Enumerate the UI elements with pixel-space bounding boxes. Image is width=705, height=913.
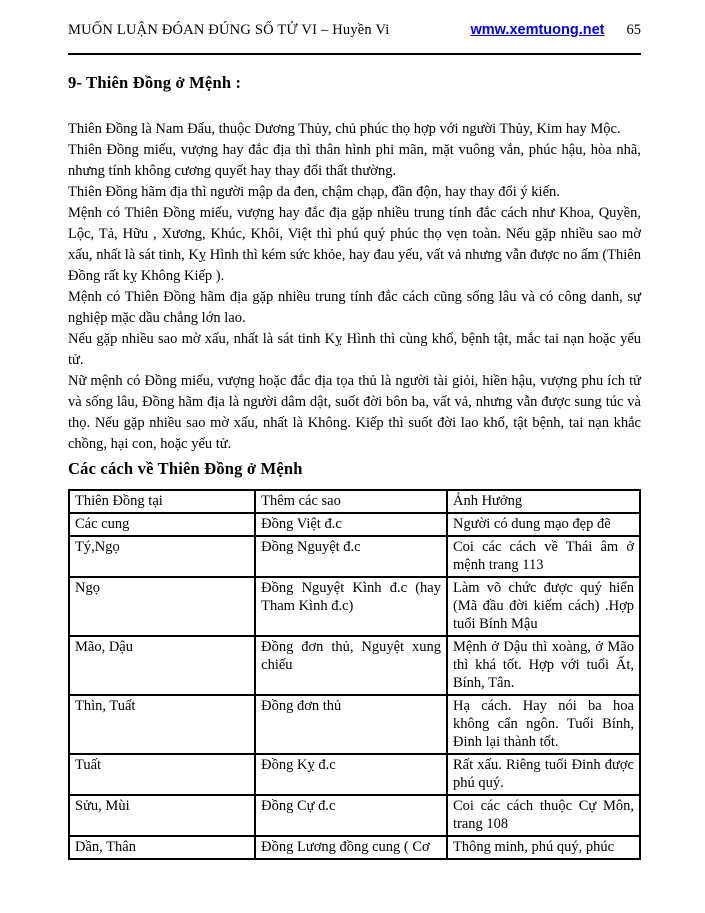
table-header-cell: Thêm các sao bbox=[255, 490, 447, 513]
table-cell: Tuất bbox=[69, 754, 255, 795]
table-header-cell: Thiên Đồng tại bbox=[69, 490, 255, 513]
table-cell: Sửu, Mùi bbox=[69, 795, 255, 836]
header-right bbox=[471, 22, 642, 39]
table-header-cell: Ảnh Hưởng bbox=[447, 490, 640, 513]
table-cell: Coi các cách về Thái âm ở mệnh trang 113 bbox=[447, 536, 640, 577]
table-cell: Đồng Lương đồng cung ( Cơ bbox=[255, 836, 447, 859]
table-row bbox=[69, 636, 640, 695]
table-cell: Người có dung mạo đẹp đẽ bbox=[447, 513, 640, 536]
table-row bbox=[69, 754, 640, 795]
table-cell: Thìn, Tuất bbox=[69, 695, 255, 754]
table-cell: Đồng Kỵ đ.c bbox=[255, 754, 447, 795]
table-cell: Đồng đơn thủ, Nguyệt xung chiếu bbox=[255, 636, 447, 695]
table-cell: Mão, Dậu bbox=[69, 636, 255, 695]
table-cell: Tý,Ngọ bbox=[69, 536, 255, 577]
table-cell: Đồng Nguyệt đ.c bbox=[255, 536, 447, 577]
section-heading: 9- Thiên Đồng ở Mệnh : bbox=[68, 73, 242, 92]
table-cell: Đồng Cự đ.c bbox=[255, 795, 447, 836]
table-row bbox=[69, 577, 640, 636]
body-paragraph: Mệnh có Thiên Đồng miếu, vượng hay đắc địa gặp nhiều trung tính đắc cách như Khoa, Quyền, Lộc, Tả, Hữu , Xương, Khúc, Khôi, Việt thì phú quý phúc thọ vẹn toàn. Nếu gặp nhiều sao mờ xấu, nhất là sát tinh, Kỵ Hình thì kém sức khỏe, hay đau yếu, vất vả nhưng vẫn được no ấm (Thiên Đồng rất kỵ Không Kiếp ). bbox=[68, 205, 641, 284]
table-cell: Đồng Việt đ.c bbox=[255, 513, 447, 536]
body-paragraph: Nếu gặp nhiều sao mờ xấu, nhất là sát tinh Kỵ Hình thì cùng khổ, bệnh tật, mắc tai nạn hoặc yểu tử. bbox=[68, 331, 641, 368]
table-cell: Đồng đơn thủ bbox=[255, 695, 447, 754]
table-row bbox=[69, 836, 640, 859]
table-cell: Các cung bbox=[69, 513, 255, 536]
page-number: 65 bbox=[626, 22, 641, 38]
table-cell: Làm võ chức được quý hiển (Mã đầu đời kiếm cách) .Hợp tuổi Bính Mậu bbox=[447, 577, 640, 636]
table-cell: Thông minh, phú quý, phúc bbox=[447, 836, 640, 859]
table-cell: Đồng Nguyệt Kình đ.c (hay Tham Kình đ.c) bbox=[255, 577, 447, 636]
table-section-heading: Các cách về Thiên Đồng ở Mệnh bbox=[68, 459, 303, 478]
book-title: MUỐN LUẬN ĐÓAN ĐÚNG SỐ TỬ VI – Huyền Vi bbox=[68, 22, 390, 38]
body-paragraph: Thiên Đồng hãm địa thì người mập da đen, chậm chạp, đần độn, hay thay đổi ý kiến. bbox=[68, 184, 560, 200]
table-cell: Coi các cách thuộc Cự Môn, trang 108 bbox=[447, 795, 640, 836]
table-cell: Rất xấu. Riêng tuổi Đinh được phú quý. bbox=[447, 754, 640, 795]
body-paragraph: Thiên Đồng miếu, vượng hay đắc địa thì thân hình phi mãn, mặt vuông vắn, phúc hậu, hòa nhã, nhưng tính không cương quyết hay thay đổi thất thường. bbox=[68, 142, 641, 179]
body-paragraph: Nữ mệnh có Đồng miếu, vượng hoặc đắc địa tọa thủ là người tài giỏi, hiền hậu, vượng phu ích tử và sống lâu, Đồng hãm địa là người dâm dật, suốt đời bôn ba, vất vả, nhưng vẫn được sung túc và thọ. Nếu gặp nhiều sao mờ xấu, nhất là Không. Kiếp thì suốt đời lao khổ, tật bệnh, tai nạn khắc chồng, hại con, hoặc yểu tử. bbox=[68, 373, 641, 452]
thien-dong-cases-table bbox=[68, 489, 641, 860]
site-link[interactable]: wmw.xemtuong.net bbox=[470, 22, 605, 38]
page-header bbox=[68, 22, 641, 55]
table-cell: Hạ cách. Hay nói ba hoa không cẩn ngôn. Tuổi Bính, Đinh lại thành tốt. bbox=[447, 695, 640, 754]
table-cell: Mệnh ở Dậu thì xoàng, ở Mão thì khá tốt. Hợp với tuổi Ất, Bính, Tân. bbox=[447, 636, 640, 695]
body-paragraph: Thiên Đồng là Nam Đẩu, thuộc Dương Thủy, chủ phúc thọ hợp với người Thủy, Kim hay Mộc. bbox=[68, 121, 621, 137]
body-paragraph: Mệnh có Thiên Đồng hãm địa gặp nhiều trung tính đắc cách cũng sống lâu và có công danh, sự nghiệp mặc dầu chẳng lớn lao. bbox=[68, 289, 641, 326]
table-row bbox=[69, 795, 640, 836]
table-cell: Dần, Thân bbox=[69, 836, 255, 859]
table-row bbox=[69, 536, 640, 577]
table-cell: Ngọ bbox=[69, 577, 255, 636]
table-row bbox=[69, 513, 640, 536]
table-header-row bbox=[69, 490, 640, 513]
table-row bbox=[69, 695, 640, 754]
body-text bbox=[68, 119, 641, 455]
